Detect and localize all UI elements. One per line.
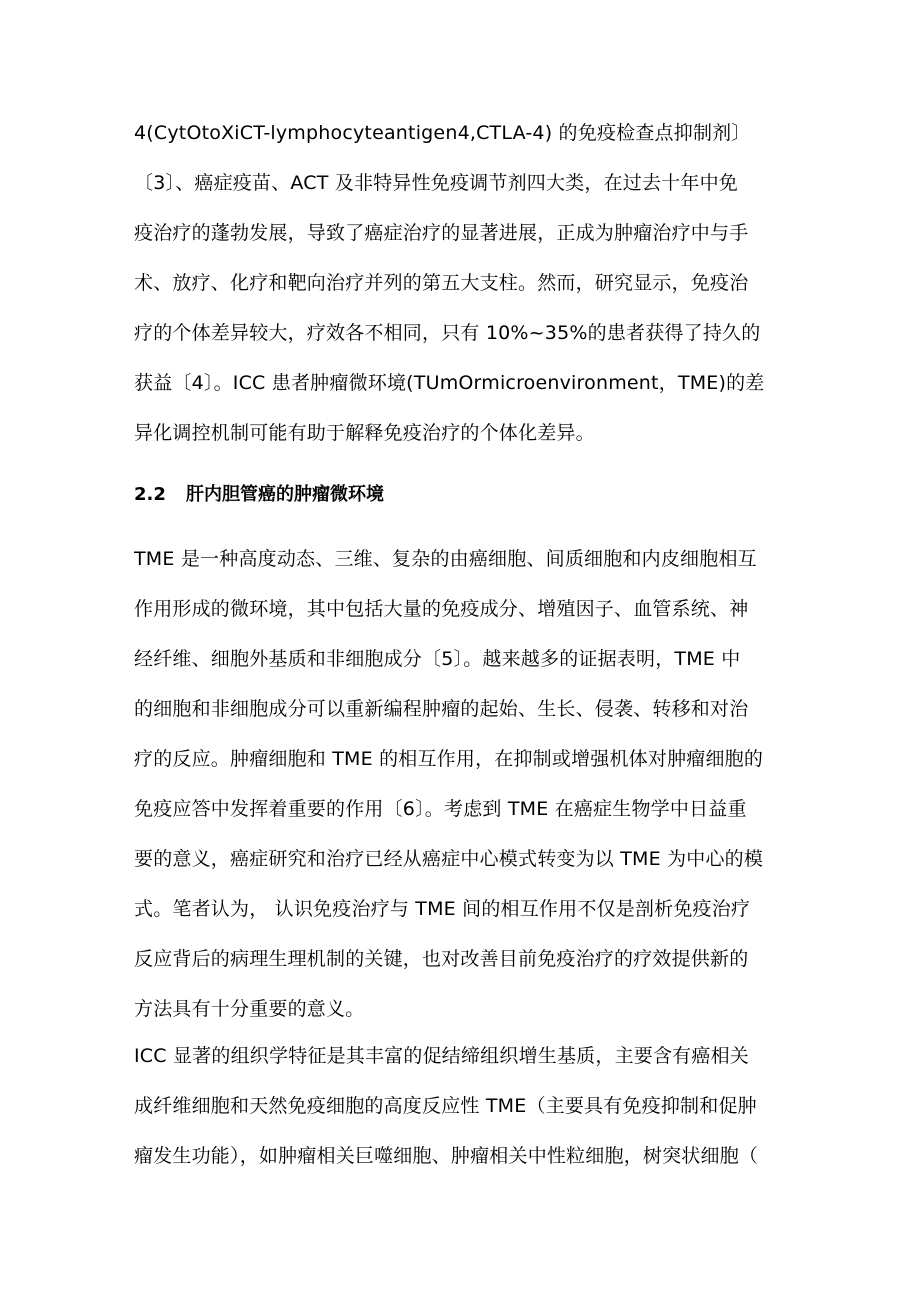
text-line: 〔3〕、癌症疫苗、ACT 及非特异性免疫调节剂四大类，在过去十年中免 — [134, 172, 738, 194]
text-line: 方法具有十分重要的意义。 — [134, 998, 365, 1020]
text-line: 术、放疗、化疗和靶向治疗并列的第五大支柱。然而，研究显示，免疫治 — [134, 272, 749, 294]
section-number: 2.2 — [134, 484, 166, 505]
paragraph-immunotherapy — [134, 108, 790, 458]
text-line: 作用形成的微环境，其中包括大量的免疫成分、增殖因子、血管系统、神 — [134, 598, 749, 620]
section-title: 肝内胆管癌的肿瘤微环境 — [186, 484, 384, 505]
text-line: 疗的反应。肿瘤细胞和 TME 的相互作用，在抑制或增强机体对肿瘤细胞的 — [134, 748, 764, 770]
text-line: 获益〔4〕。ICC 患者肿瘤微环境(TUmOrmicroenvironment，TME)的差 — [134, 372, 765, 394]
text-line: 免疫应答中发挥着重要的作用〔6〕。考虑到 TME 在癌症生物学中日益重 — [134, 798, 747, 820]
text-line: 瘤发生功能），如肿瘤相关巨噬细胞、肿瘤相关中性粒细胞，树突状细胞（ — [134, 1145, 759, 1167]
text-line: 异化调控机制可能有助于解释免疫治疗的个体化差异。 — [134, 422, 595, 444]
section-heading — [134, 470, 384, 520]
text-line: 要的意义，癌症研究和治疗已经从癌症中心模式转变为以 TME 为中心的模 — [134, 848, 764, 870]
text-line: TME 是一种高度动态、三维、复杂的由癌细胞、间质细胞和内皮细胞相互 — [134, 548, 757, 570]
text-line: ICC 显著的组织学特征是其丰富的促结缔组织增生基质，主要含有癌相关 — [134, 1045, 749, 1067]
text-line: 反应背后的病理生理机制的关键，也对改善目前免疫治疗的疗效提供新的 — [134, 948, 749, 970]
text-line: 式。笔者认为， 认识免疫治疗与 TME 间的相互作用不仅是剖析免疫治疗 — [134, 898, 751, 920]
text-line: 4(CytOtoXiCT-lymphocyteantigen4,CTLA-4) 的免疫检查点抑制剂〕 — [134, 122, 751, 144]
text-line: 的细胞和非细胞成分可以重新编程肿瘤的起始、生长、侵袭、转移和对治 — [134, 698, 749, 720]
text-line: 疫治疗的蓬勃发展，导致了癌症治疗的显著进展，正成为肿瘤治疗中与手 — [134, 222, 749, 244]
paragraph-icc-histology — [134, 1031, 790, 1181]
text-line: 成纤维细胞和天然免疫细胞的高度反应性 TME（主要具有免疫抑制和促肿 — [134, 1095, 757, 1117]
text-line: 经纤维、细胞外基质和非细胞成分〔5〕。越来越多的证据表明，TME 中 — [134, 648, 741, 670]
paragraph-tme-definition — [134, 534, 790, 1034]
text-line: 疗的个体差异较大，疗效各不相同，只有 10%~35%的患者获得了持久的 — [134, 322, 761, 344]
